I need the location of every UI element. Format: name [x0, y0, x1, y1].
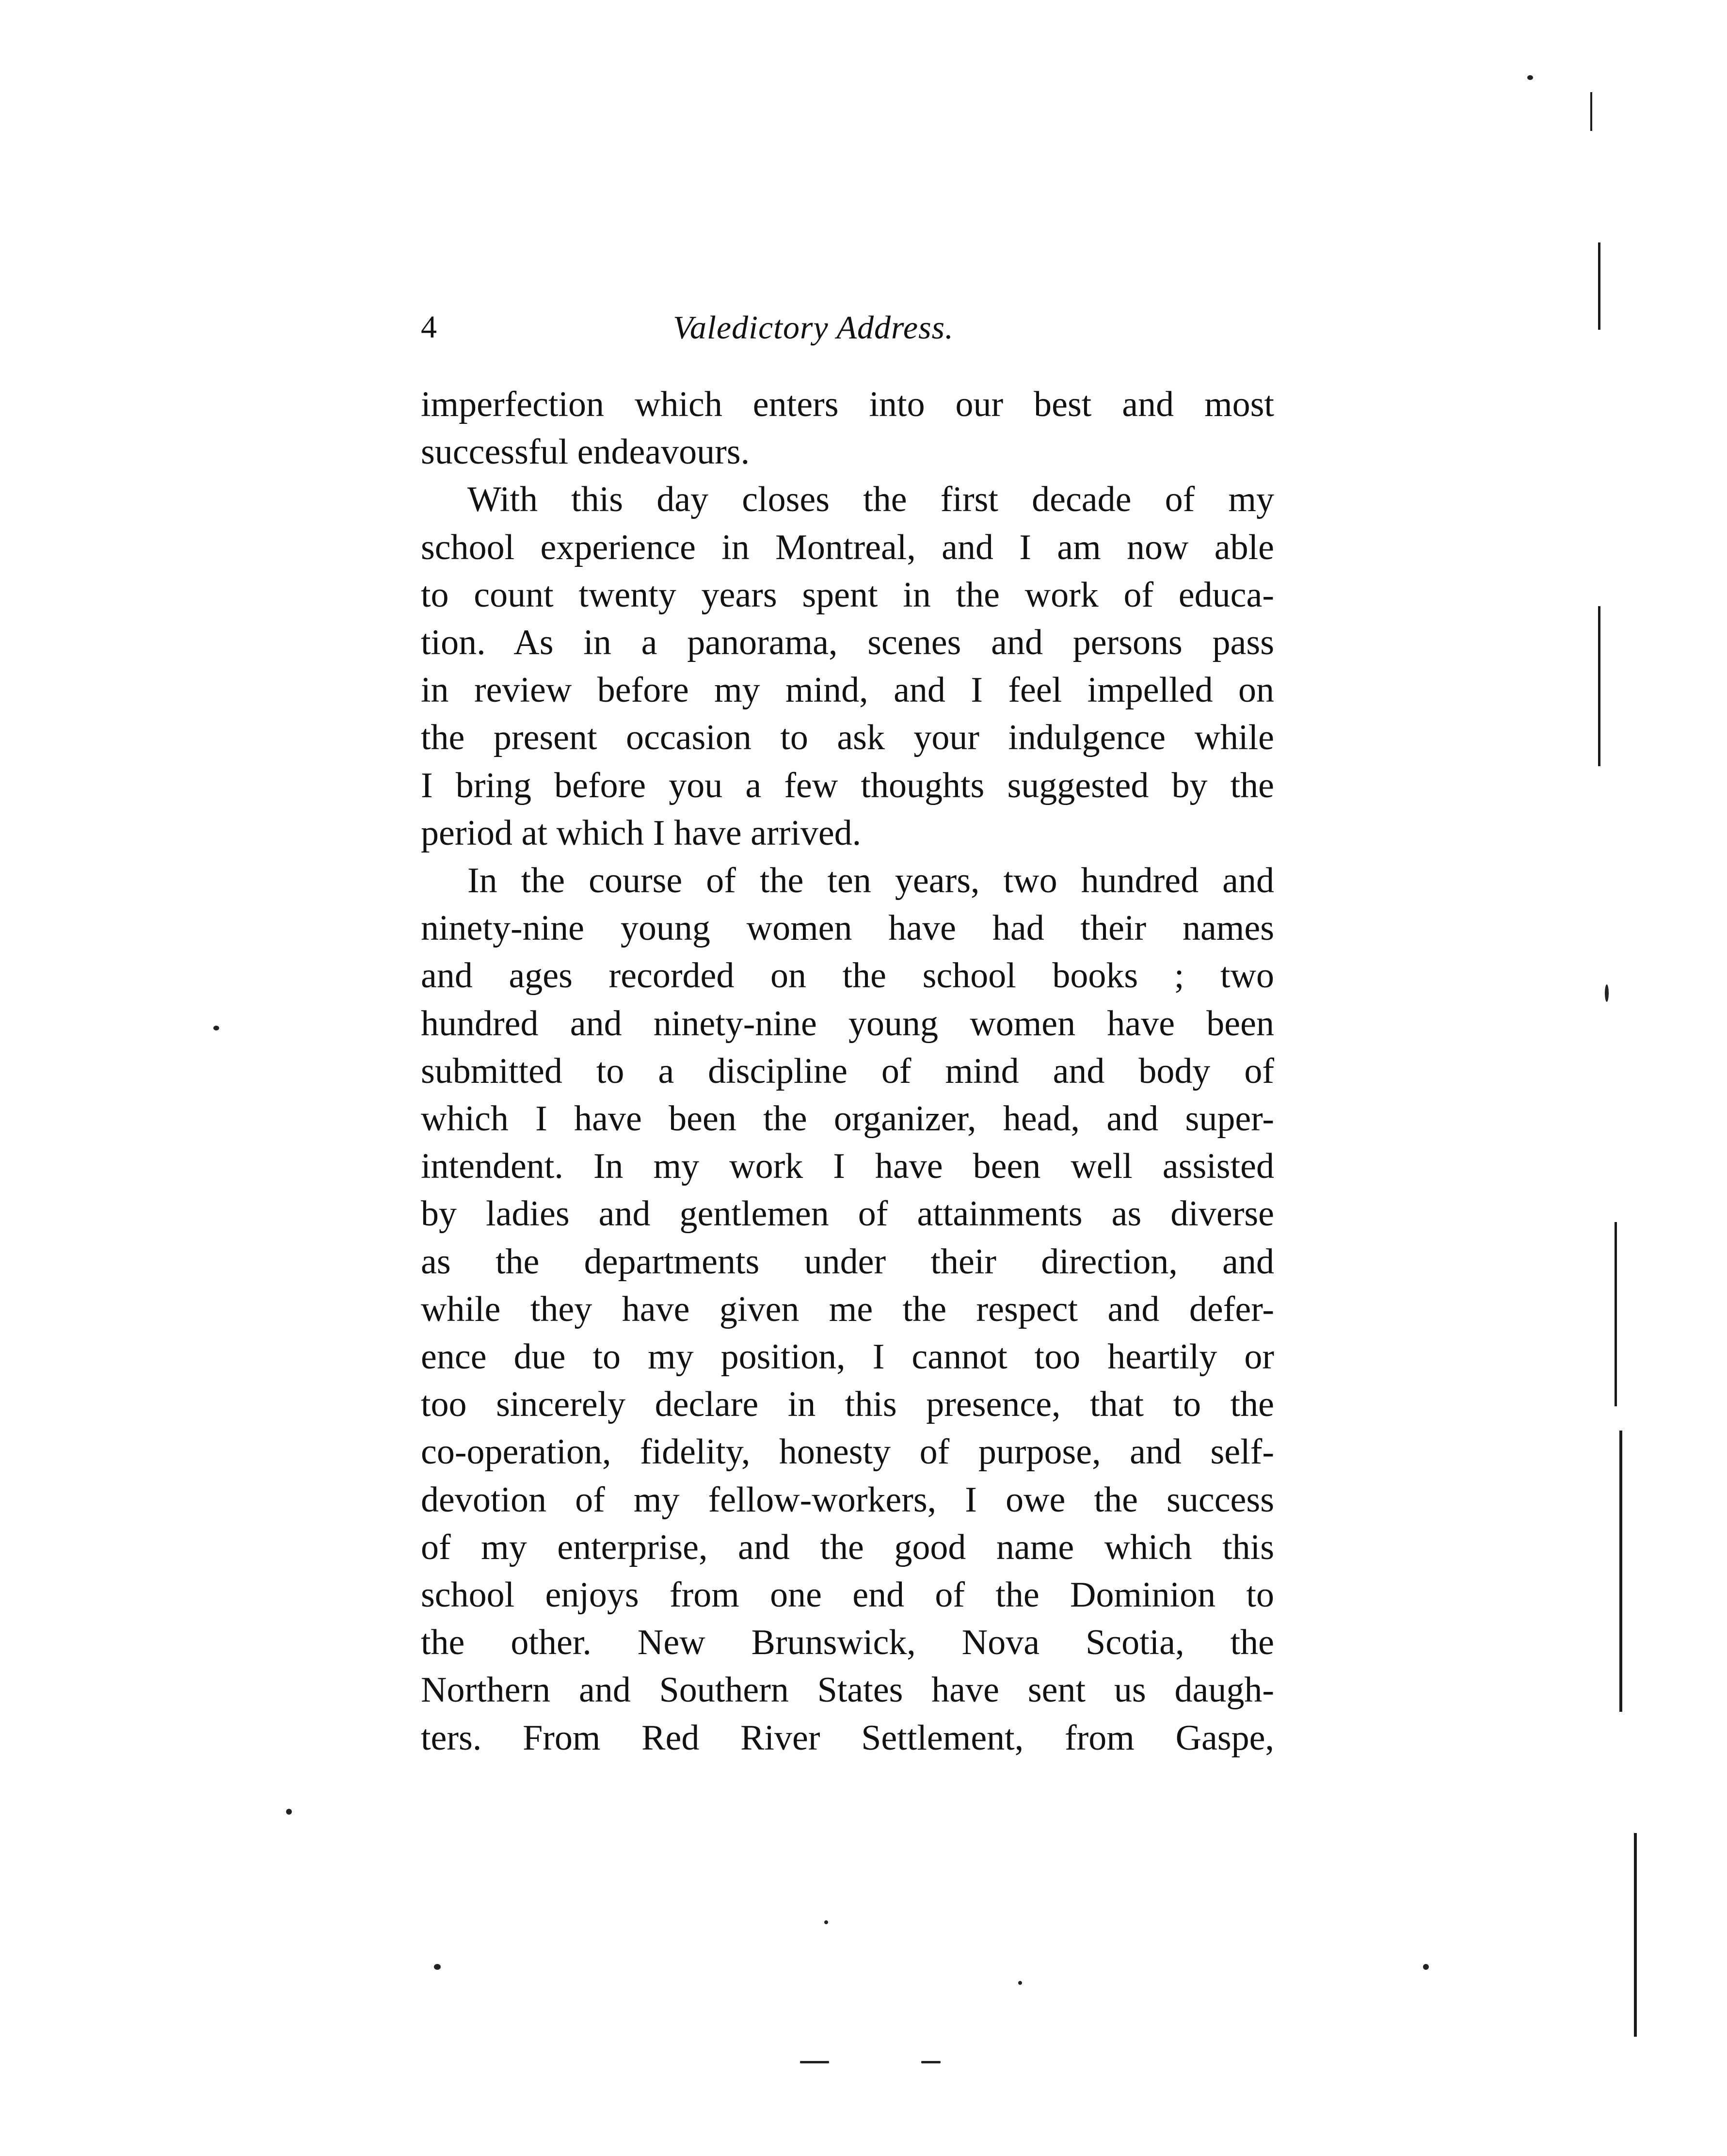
page-number: 4 — [421, 309, 437, 345]
scan-speck — [434, 1964, 441, 1970]
text-line: school experience in Montreal, and I am now able — [421, 527, 1274, 567]
scan-edge-mark — [1598, 242, 1600, 330]
text-line: ninety-nine young women have had their names — [421, 908, 1274, 949]
scan-edge-mark — [1590, 92, 1592, 131]
scan-speck — [213, 1026, 219, 1030]
scan-speck — [800, 2061, 829, 2063]
text-line: to count twenty years spent in the work of educa- — [421, 575, 1274, 615]
body-text — [421, 381, 1274, 1762]
text-line: by ladies and gentlemen of attainments as diverse — [421, 1194, 1274, 1234]
text-line: Northern and Southern States have sent us daugh- — [421, 1670, 1274, 1710]
text-line: tion. As in a panorama, scenes and persons pass — [421, 623, 1274, 663]
scan-speck — [921, 2061, 941, 2063]
scan-speck — [286, 1809, 292, 1815]
scan-edge-mark — [1598, 606, 1600, 766]
text-line: of my enterprise, and the good name which this — [421, 1527, 1274, 1567]
paragraph-3 — [421, 857, 1274, 1762]
text-line: the present occasion to ask your indulgence while — [421, 718, 1274, 758]
text-line: school enjoys from one end of the Dominion to — [421, 1575, 1274, 1615]
text-line: successful endeavours. — [421, 432, 750, 472]
text-line: which I have been the organizer, head, and super- — [421, 1099, 1274, 1139]
text-line: and ages recorded on the school books ; two — [421, 956, 1274, 996]
page-header — [421, 301, 1274, 354]
text-line: imperfection which enters into our best and most — [421, 385, 1274, 424]
scan-edge-mark — [1634, 1833, 1637, 2037]
text-line: co-operation, fidelity, honesty of purpose, and self- — [421, 1432, 1274, 1472]
paragraph-1 — [421, 381, 1274, 476]
text-line: too sincerely declare in this presence, that to the — [421, 1384, 1274, 1425]
text-line: in review before my mind, and I feel impelled on — [421, 670, 1274, 710]
scan-speck — [1527, 75, 1533, 80]
text-line: the other. New Brunswick, Nova Scotia, the — [421, 1623, 1274, 1663]
text-line: With this day closes the first decade of my — [467, 480, 1274, 520]
text-line: ters. From Red River Settlement, from Gaspe, — [421, 1718, 1274, 1758]
scan-speck — [1423, 1964, 1429, 1970]
text-line: devotion of my fellow-workers, I owe the success — [421, 1480, 1274, 1520]
text-line: I bring before you a few thoughts suggested by the — [421, 765, 1274, 805]
text-line: submitted to a discipline of mind and body of — [421, 1051, 1274, 1091]
running-head: Valedictory Address. — [673, 309, 954, 346]
text-line: while they have given me the respect and defer- — [421, 1289, 1274, 1329]
paragraph-2 — [421, 476, 1274, 857]
text-line: intendent. In my work I have been well assisted — [421, 1146, 1274, 1187]
scan-speck — [1018, 1981, 1022, 1985]
text-line: hundred and ninety-nine young women have been — [421, 1003, 1274, 1044]
text-line: period at which I have arrived. — [421, 813, 862, 853]
text-line: as the departments under their direction, and — [421, 1241, 1274, 1282]
text-line: In the course of the ten years, two hundred and — [467, 861, 1274, 901]
scan-speck — [824, 1920, 828, 1924]
scan-edge-mark — [1619, 1431, 1622, 1712]
scan-edge-mark — [1615, 1222, 1617, 1406]
text-line: ence due to my position, I cannot too heartily or — [421, 1337, 1274, 1377]
scan-speck — [1605, 984, 1609, 1002]
